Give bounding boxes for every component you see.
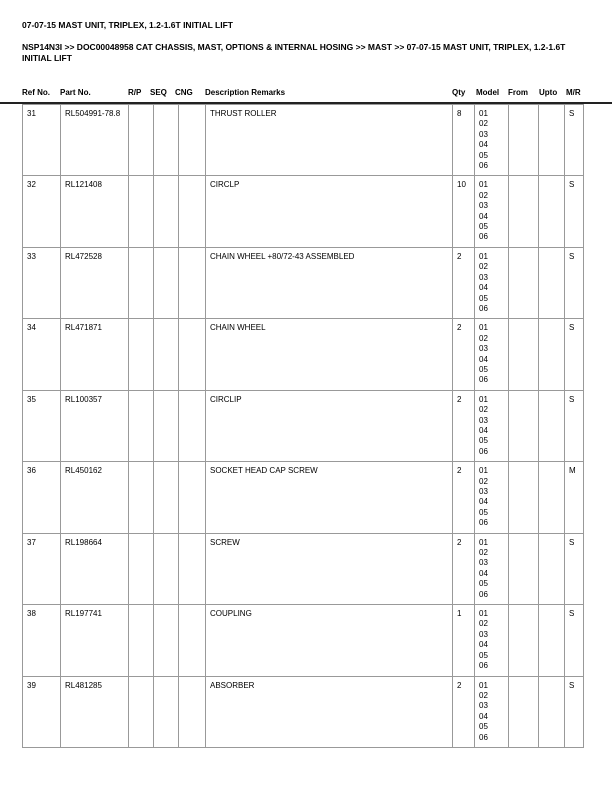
model-code: 02 [479,190,488,200]
mr-cell: S [565,533,584,604]
column-header: Upto [539,88,558,97]
model-code: 01 [479,609,488,619]
part-no-cell: RL197741 [61,605,129,676]
rp-cell [129,319,154,390]
seq-cell [154,176,179,247]
ref-cell: 35 [23,390,61,461]
model-cell [475,319,509,390]
description-cell: CIRCLIP [206,390,453,461]
model-code: 03 [479,415,488,425]
mr-cell: M [565,462,584,533]
model-code: 01 [479,537,488,547]
seq-cell [154,605,179,676]
seq-cell [154,390,179,461]
part-no-cell: RL472528 [61,247,129,318]
column-header: R/P [128,88,142,97]
ref-cell: 34 [23,319,61,390]
model-code: 02 [479,333,488,343]
model-code: 04 [479,354,488,364]
qty-cell: 2 [453,247,475,318]
page-title: 07-07-15 MAST UNIT, TRIPLEX, 1.2-1.6T INITIAL LIFT [22,20,233,30]
description-cell: CHAIN WHEEL [206,319,453,390]
part-no-cell: RL471871 [61,319,129,390]
upto-cell [539,676,565,747]
model-code: 01 [479,680,488,690]
table-row [23,105,584,176]
ref-cell: 32 [23,176,61,247]
model-code: 05 [479,364,488,374]
part-no-cell: RL481285 [61,676,129,747]
model-cell [475,390,509,461]
ref-cell: 33 [23,247,61,318]
description-cell: THRUST ROLLER [206,105,453,176]
description-cell: SOCKET HEAD CAP SCREW [206,462,453,533]
part-no-cell: RL121408 [61,176,129,247]
column-header: Ref No. [22,88,50,97]
model-code: 03 [479,487,488,496]
column-header: Model [476,88,500,97]
rp-cell [129,462,154,533]
model-code: 02 [479,476,488,486]
description-cell: CIRCLP [206,176,453,247]
from-cell [509,676,539,747]
table-row [23,533,584,604]
from-cell [509,462,539,533]
model-code: 04 [479,711,488,721]
from-cell [509,605,539,676]
model-code: 06 [479,375,488,385]
column-header: Part No. [60,88,91,97]
model-code: 06 [479,661,488,671]
model-code: 04 [479,568,488,578]
rp-cell [129,247,154,318]
rp-cell [129,390,154,461]
ref-cell: 38 [23,605,61,676]
upto-cell [539,319,565,390]
model-code: 06 [479,732,488,742]
cng-cell [179,319,206,390]
model-code: 03 [479,701,488,711]
model-code: 01 [479,180,488,190]
part-no-cell: RL450162 [61,462,129,533]
column-header: Description Remarks [205,88,286,97]
model-code: 06 [479,161,488,171]
part-no-cell: RL100357 [61,390,129,461]
model-code: 06 [479,446,488,456]
model-code: 02 [479,619,488,629]
model-code: 03 [479,558,488,568]
model-code: 05 [479,722,488,732]
column-header: From [508,88,528,97]
table-row [23,319,584,390]
breadcrumb: NSP14N3I >> DOC00048958 CAT CHASSIS, MAST, OPTIONS & INTERNAL HOSING >> MAST >> 07-07-15 MAST UNIT, TRIPLEX, 1.2-1.6T INITIAL LIFT [22,42,566,63]
model-code: 06 [479,232,488,242]
model-code: 02 [479,119,488,129]
model-code: 01 [479,323,488,333]
model-code: 03 [479,129,488,139]
qty-cell: 2 [453,319,475,390]
model-cell [475,462,509,533]
qty-cell: 10 [453,176,475,247]
upto-cell [539,105,565,176]
description-cell: ABSORBER [206,676,453,747]
mr-cell: S [565,390,584,461]
rp-cell [129,533,154,604]
upto-cell [539,176,565,247]
mr-cell: S [565,319,584,390]
model-code: 05 [479,579,488,589]
qty-cell: 2 [453,533,475,604]
from-cell [509,105,539,176]
cng-cell [179,105,206,176]
description-cell: SCREW [206,533,453,604]
upto-cell [539,462,565,533]
table-row [23,176,584,247]
ref-cell: 31 [23,105,61,176]
model-cell [475,105,509,176]
model-code: 01 [479,394,488,404]
column-header: Qty [452,88,466,97]
seq-cell [154,533,179,604]
rp-cell [129,605,154,676]
model-code: 03 [479,629,488,639]
mr-cell: S [565,676,584,747]
model-code: 02 [479,262,488,272]
from-cell [509,247,539,318]
seq-cell [154,105,179,176]
qty-cell: 8 [453,105,475,176]
cng-cell [179,676,206,747]
qty-cell: 2 [453,676,475,747]
model-code: 05 [479,293,488,303]
seq-cell [154,247,179,318]
from-cell [509,319,539,390]
qty-cell: 2 [453,390,475,461]
table-row [23,462,584,533]
ref-cell: 39 [23,676,61,747]
model-code: 05 [479,436,488,446]
model-code: 03 [479,272,488,282]
model-code: 05 [479,150,488,160]
ref-cell: 36 [23,462,61,533]
cng-cell [179,247,206,318]
part-no-cell: RL504991-78.8 [61,105,129,176]
mr-cell: S [565,605,584,676]
ref-cell: 37 [23,533,61,604]
table-row [23,390,584,461]
parts-table [22,104,584,748]
rp-cell [129,105,154,176]
table-row [23,676,584,747]
model-code: 02 [479,548,488,558]
description-cell: COUPLING [206,605,453,676]
cng-cell [179,605,206,676]
model-cell [475,605,509,676]
model-code: 01 [479,109,488,118]
seq-cell [154,676,179,747]
qty-cell: 1 [453,605,475,676]
model-code: 04 [479,211,488,221]
column-header: CNG [175,88,193,97]
seq-cell [154,462,179,533]
model-code: 02 [479,405,488,415]
model-cell [475,247,509,318]
model-code: 03 [479,344,488,354]
cng-cell [179,390,206,461]
model-code: 04 [479,140,488,150]
column-header: SEQ [150,88,167,97]
cng-cell [179,533,206,604]
model-code: 01 [479,466,488,476]
model-code: 04 [479,425,488,435]
cng-cell [179,462,206,533]
upto-cell [539,247,565,318]
model-code: 06 [479,589,488,599]
column-header: M/R [566,88,581,97]
model-cell [475,676,509,747]
model-cell [475,533,509,604]
mr-cell: S [565,176,584,247]
from-cell [509,390,539,461]
model-code: 05 [479,650,488,660]
model-code: 05 [479,507,488,517]
seq-cell [154,319,179,390]
cng-cell [179,176,206,247]
part-no-cell: RL198664 [61,533,129,604]
rp-cell [129,176,154,247]
mr-cell: S [565,247,584,318]
model-code: 04 [479,640,488,650]
model-code: 01 [479,251,488,261]
model-code: 05 [479,222,488,232]
model-code: 04 [479,283,488,293]
model-code: 02 [479,690,488,700]
model-code: 03 [479,201,488,211]
mr-cell: S [565,105,584,176]
rp-cell [129,676,154,747]
model-code: 04 [479,497,488,507]
model-code: 06 [479,303,488,313]
from-cell [509,533,539,604]
table-row [23,247,584,318]
qty-cell: 2 [453,462,475,533]
table-row [23,605,584,676]
upto-cell [539,533,565,604]
from-cell [509,176,539,247]
model-code: 06 [479,518,488,528]
upto-cell [539,390,565,461]
upto-cell [539,605,565,676]
model-cell [475,176,509,247]
description-cell: CHAIN WHEEL +80/72-43 ASSEMBLED [206,247,453,318]
